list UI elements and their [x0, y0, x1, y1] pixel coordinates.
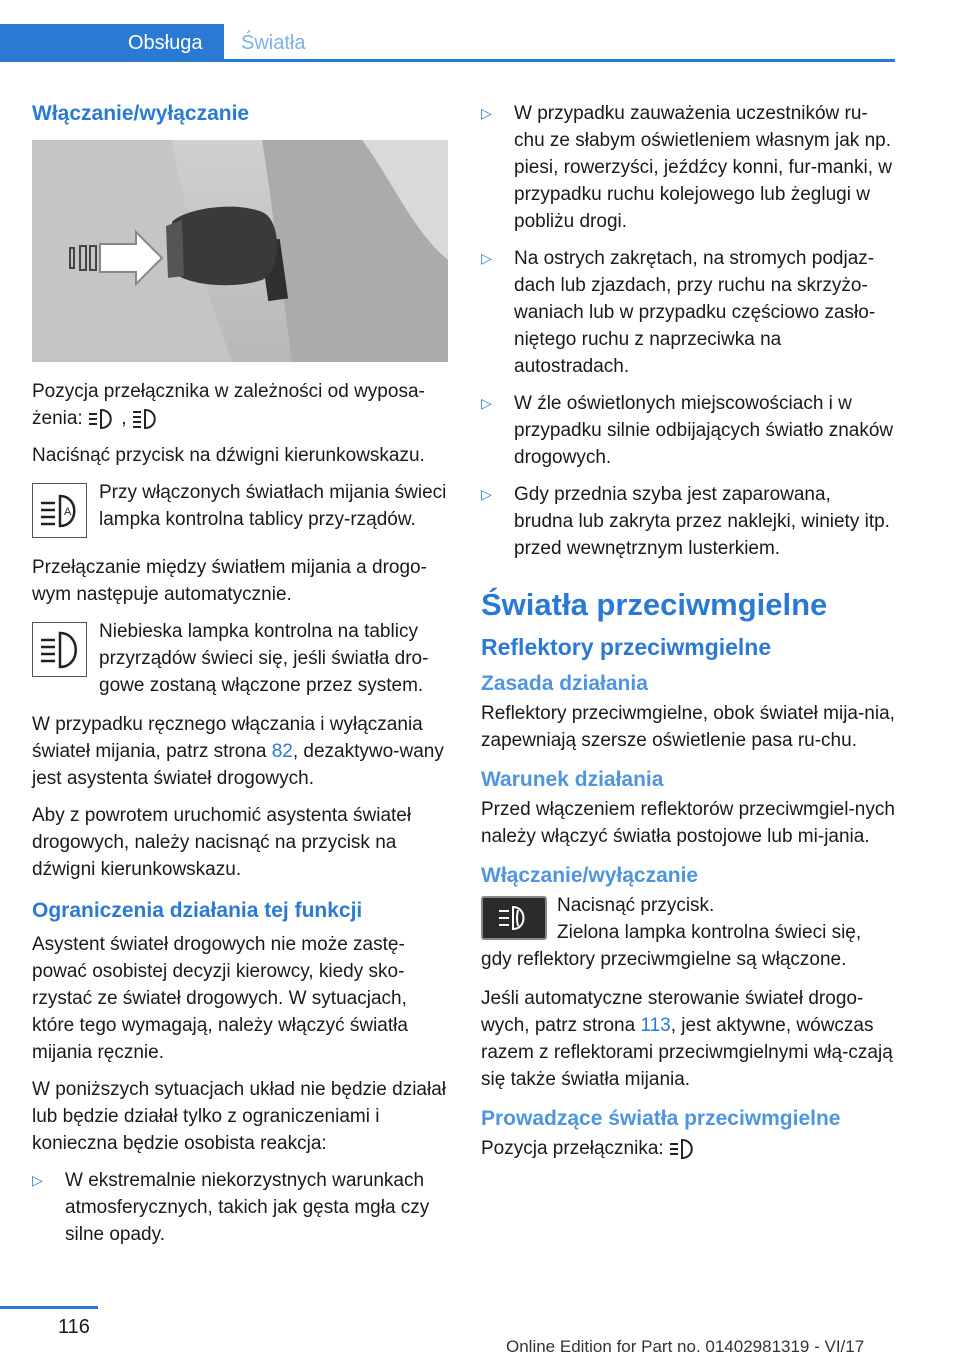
chapter-tab-swiatla: Światła: [241, 32, 306, 54]
restart-assist-text: Aby z powrotem uruchomić asystenta świateł drogowych, należy nacisnąć na przycisk na dźwigni kierunkowskazu.: [32, 805, 412, 880]
page-number: 116: [58, 1316, 90, 1338]
list-item: ▷ W ekstremalnie niekorzystnych warunkach atmosferycznych, takich jak gęsta mgła czy silne opady.: [32, 1167, 448, 1248]
left-bullet-list: [32, 1167, 448, 1248]
bullet-arrow-icon: ▷: [32, 1172, 43, 1188]
page-link-113[interactable]: 113: [640, 1015, 671, 1036]
highbeam-indicator-icon: [32, 622, 87, 677]
highbeam-assist-icon: [669, 1137, 697, 1161]
svg-text:A: A: [64, 506, 72, 518]
footer-rule: [0, 1306, 98, 1309]
note-lowbeam-text: Przy włączonych światłach mijania świeci lampka kontrolna tablicy przy-rządów.: [99, 482, 447, 530]
fog-indicator-text: Zielona lampka kontrolna świeci się, gdy reflektory przeciwmgielne są włączone.: [481, 922, 862, 970]
bullet-arrow-icon: ▷: [481, 486, 492, 502]
guide-switch-text: Pozycja przełącznika:: [481, 1135, 895, 1162]
page-header: [0, 24, 895, 62]
heading-limitations: Ograniczenia działania tej funkcji: [32, 899, 363, 922]
heading-fog-on-off: Włączanie/wyłączanie: [481, 864, 699, 887]
turn-signal-lever-photo: [32, 140, 448, 362]
section-tab-obsluga: [0, 24, 224, 62]
section-tab-label: Obsługa: [128, 32, 203, 54]
note-lowbeam-indicator: [32, 479, 448, 542]
header-rule: [224, 59, 895, 62]
highbeam-assist-icon: [88, 407, 116, 431]
condition-text: Przed włączeniem reflektorów przeciwmgiel-nych należy włączyć światła postojowe lub mi-jania.: [481, 799, 895, 847]
principle-text: Reflektory przeciwmgielne, obok świateł mija-nia, zapewniają szersze oświetlenie pasa ru-chu.: [481, 703, 895, 751]
heading-fog-lights: Światła przeciwmgielne: [481, 587, 828, 622]
heading-front-fog-lights: Reflektory przeciwmgielne: [481, 634, 772, 660]
heading-principle: Zasada działania: [481, 672, 648, 695]
heading-condition: Warunek działania: [481, 768, 664, 791]
switch-position-text: Pozycja przełącznika w zależności od wyposa-żenia: ,: [32, 381, 425, 429]
list-item: ▷ W źle oświetlonych miejscowościach i w przypadku silnie odbijających światło znaków drogowych.: [481, 390, 895, 471]
highbeam-icon: [132, 407, 160, 431]
list-item: ▷ Na ostrych zakrętach, na stromych podjaz-dach lub zjazdach, przy ruchu na skrzyżo-waniach lub w przypadku częściowo zasło-niętego ruchu z naprzeciwka na autostradach.: [481, 245, 895, 380]
note-highbeam-text: Niebieska lampka kontrolna na tablicy przyrządów świeci się, jeśli światła dro-gowe zostaną włączone przez system.: [99, 621, 429, 696]
list-item: ▷ Gdy przednia szyba jest zaparowana, brudna lub zakryta przez naklejki, winiety itp. przed wewnętrznym lusterkiem.: [481, 481, 895, 562]
lowbeam-indicator-icon: [32, 483, 87, 538]
right-bullet-list: [481, 100, 895, 562]
fog-press-text: Nacisnąć przycisk.: [557, 895, 715, 916]
left-column: [32, 100, 448, 1260]
right-column: [481, 100, 895, 1172]
list-item: ▷ W przypadku zauważenia uczestników ru-chu ze słabym oświetleniem własnym jak np. piesi, rowerzyści, jeźdźcy konni, fur-manki, w przypadku ruchu kolejowego lub żeglugi w pobliżu drogi.: [481, 100, 895, 235]
manual-lowbeam-text: W przypadku ręcznego włączania i wyłączania świateł mijania, patrz strona 82, dezaktywo-wany jest asystenta świateł drogowych.: [32, 714, 444, 789]
auto-highbeam-text: Jeśli automatyczne sterowanie świateł drogo-wych, patrz strona 113, jest aktywne, wówczas razem z reflektorami przeciwmgielnymi włą-czają się także światła mijania.: [481, 988, 893, 1090]
situations-intro-text: W poniższych sytuacjach układ nie będzie działał lub będzie działał tylko z ograniczeniami i konieczna będzie osobista reakcja:: [32, 1079, 446, 1154]
fog-button-block: [481, 892, 895, 973]
lever-illustration: [32, 140, 448, 362]
heading-guide-fog: Prowadzące światła przeciwmgielne: [481, 1107, 841, 1130]
press-button-text: Naciśnąć przycisk na dźwigni kierunkowskazu.: [32, 445, 425, 466]
bullet-arrow-icon: ▷: [481, 395, 492, 411]
fog-light-button-icon: [481, 896, 547, 940]
edition-footer: Online Edition for Part no. 01402981319 - VI/17: [506, 1337, 865, 1356]
bullet-arrow-icon: ▷: [481, 250, 492, 266]
section-title-on-off: Włączanie/wyłączanie: [32, 102, 250, 125]
bullet-arrow-icon: ▷: [481, 105, 492, 121]
note-highbeam-indicator: [32, 618, 448, 699]
limitations-text: Asystent świateł drogowych nie może zastę-pować osobistej decyzji kierowcy, kiedy sko-rzystać ze świateł drogowych. W sytuacjach, które tego wymagają, należy włączyć światła mijania ręcznie.: [32, 934, 408, 1063]
page-link-82[interactable]: 82: [271, 741, 293, 762]
auto-switch-text: Przełączanie między światłem mijania a drogo-wym następuje automatycznie.: [32, 557, 427, 605]
